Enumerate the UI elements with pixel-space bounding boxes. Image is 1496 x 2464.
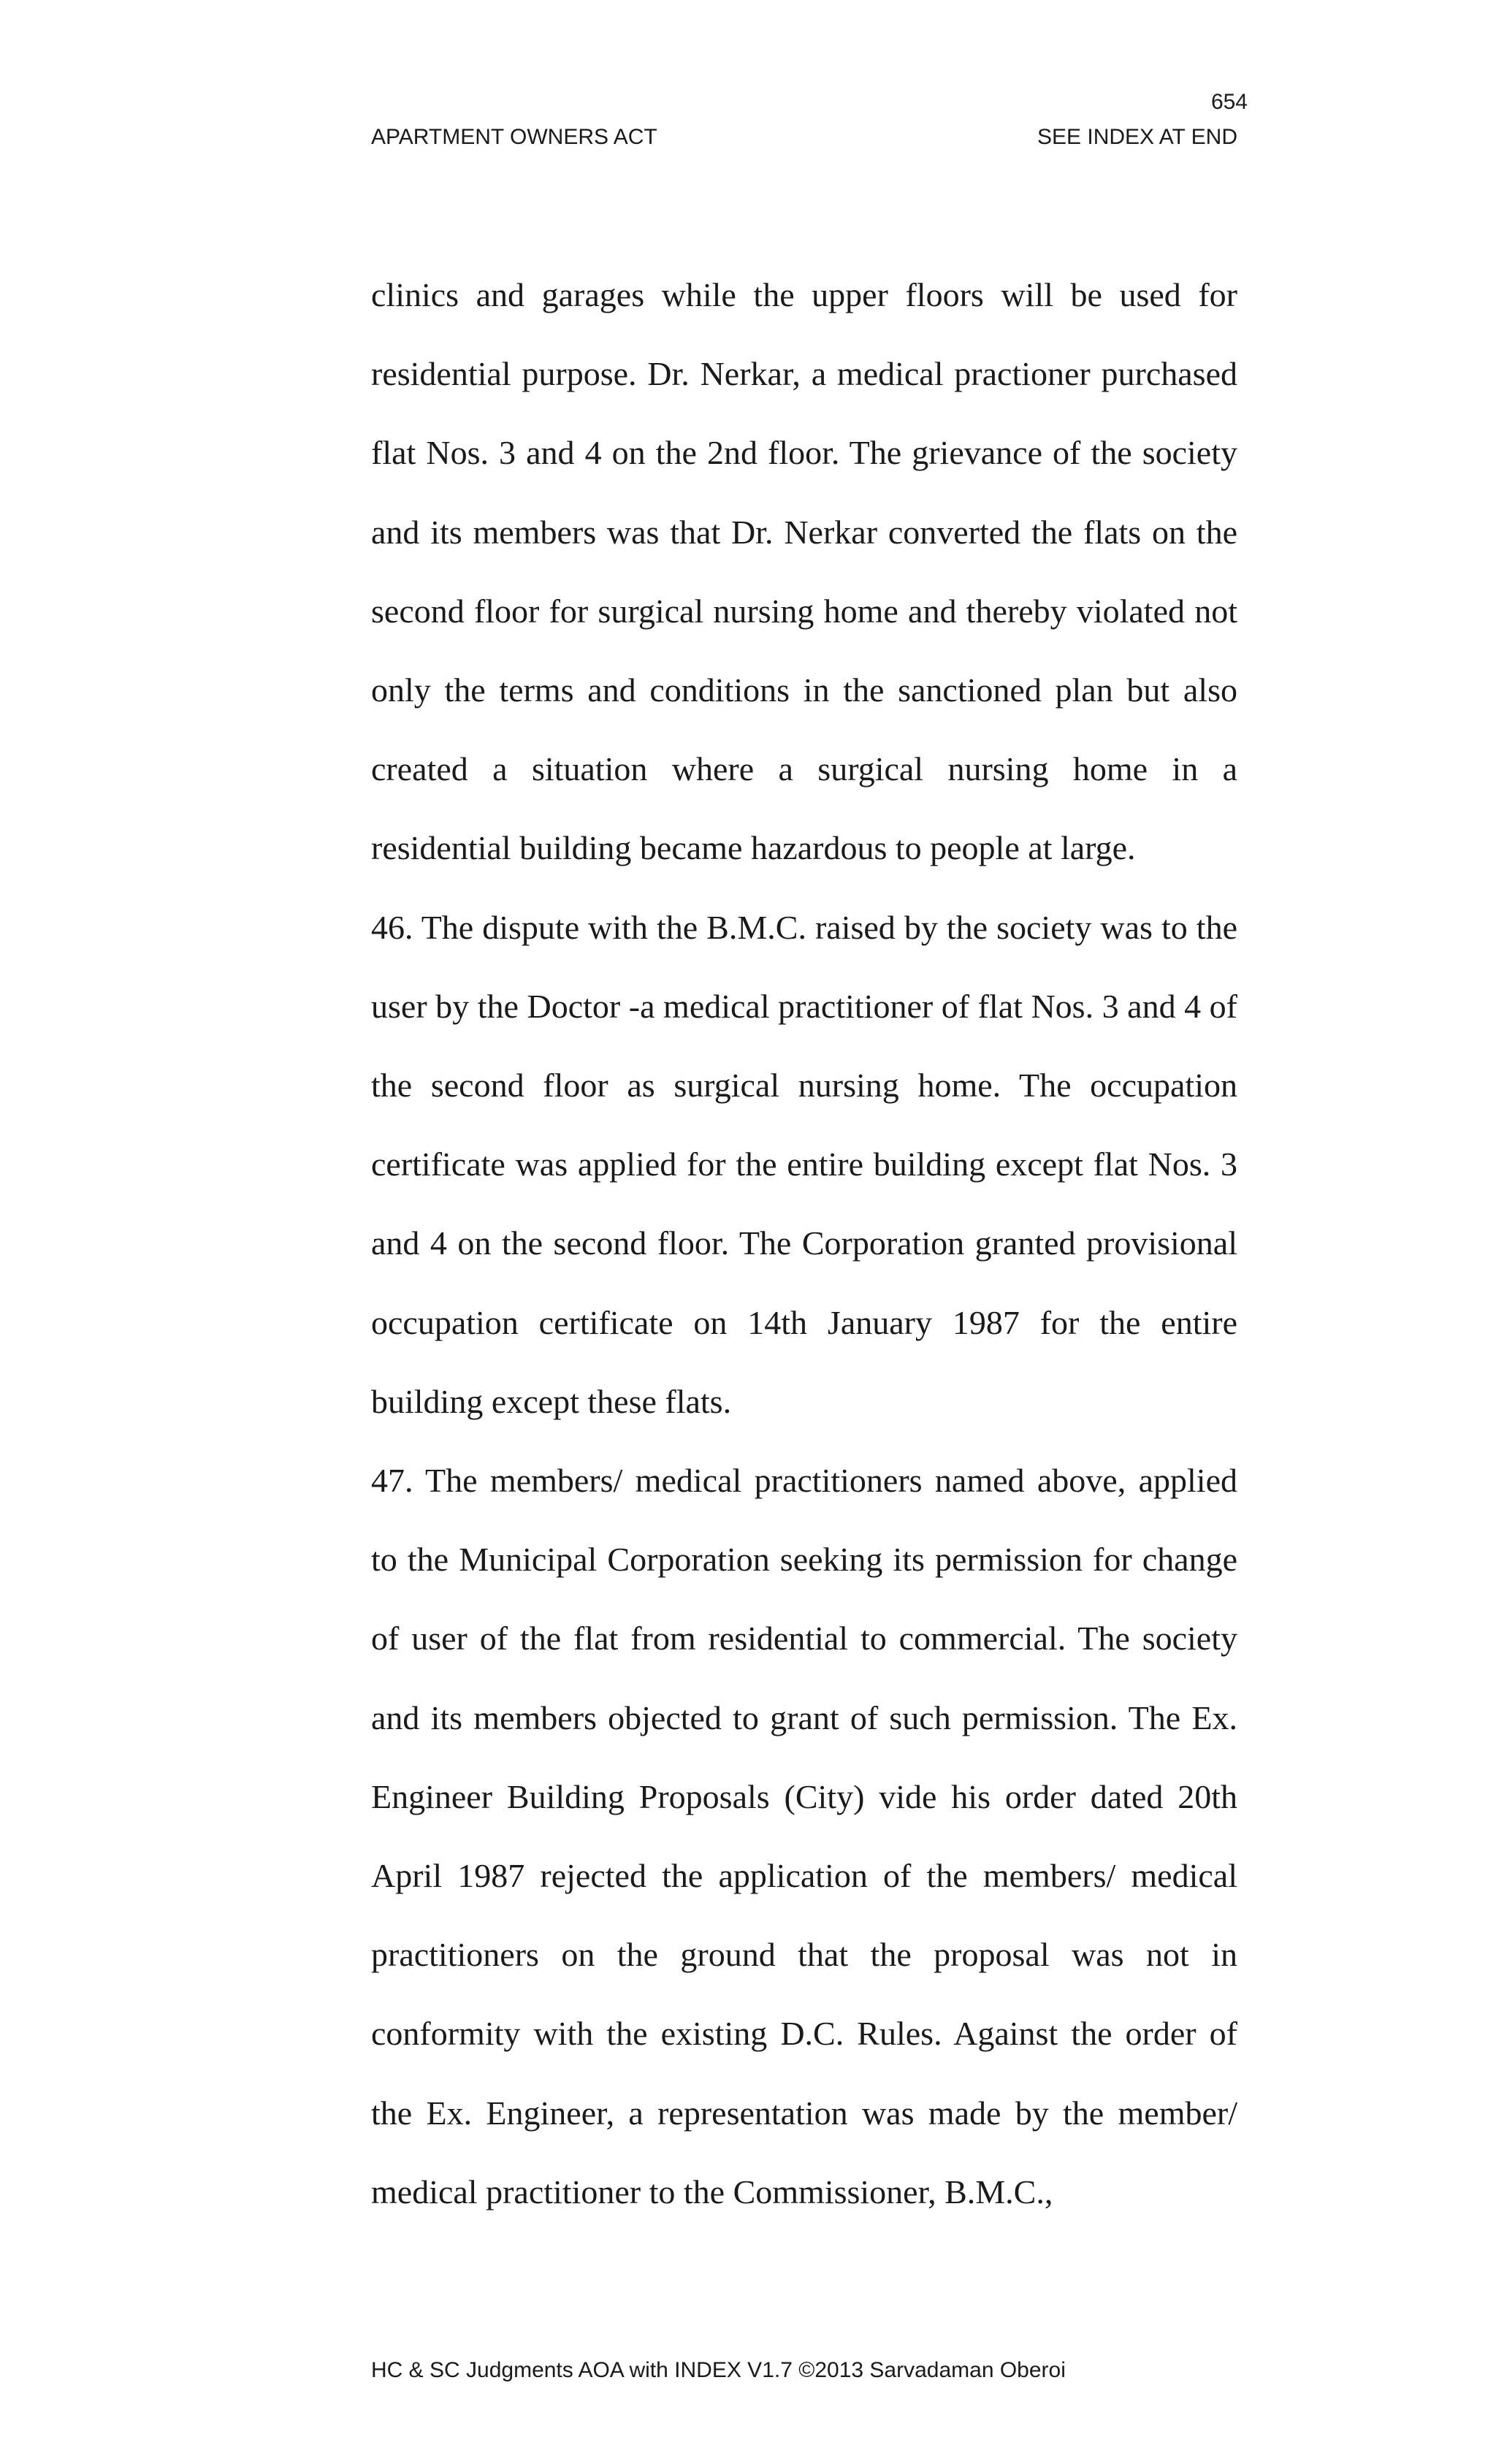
document-body xyxy=(371,256,1237,2232)
paragraph-46: 46. The dispute with the B.M.C. raised by the society was to the user by the Doctor -a medical practitioner of flat Nos. 3 and 4 of the second floor as surgical nursing home. The occupation certificate was applied for the entire building except flat Nos. 3 and 4 on the second floor. The Corporation granted provisional occupation certificate on 14th January 1987 for the entire building except these flats. xyxy=(371,908,1237,1420)
paragraph: clinics and garages while the upper floors will be used for residential purpose. Dr. Nerkar, a medical practioner purchased flat Nos. 3 and 4 on the 2nd floor. The grievance of the society and its members was that Dr. Nerkar converted the flats on the second floor for surgical nursing home and thereby violated not only the terms and conditions in the sanctioned plan but also created a situation where a surgical nursing home in a residential building became hazardous to people at large. xyxy=(371,276,1237,867)
paragraph-47: 47. The members/ medical practitioners named above, applied to the Municipal Corporation seeking its permission for change of user of the flat from residential to commercial. The society and its members objected to grant of such permission. The Ex. Engineer Building Proposals (City) vide his order dated 20th April 1987 rejected the application of the members/ medical practitioners on the ground that the proposal was not in conformity with the existing D.C. Rules. Against the order of the Ex. Engineer, a representation was made by the member/ medical practitioner to the Commissioner, B.M.C., xyxy=(371,1462,1237,2211)
page-footer: HC & SC Judgments AOA with INDEX V1.7 ©2013 Sarvadaman Oberoi xyxy=(371,2358,1066,2382)
page-number: 654 xyxy=(1210,90,1248,114)
header-title: APARTMENT OWNERS ACT xyxy=(371,125,657,149)
header-index-note: SEE INDEX AT END xyxy=(1037,125,1237,149)
running-header xyxy=(371,123,1237,152)
